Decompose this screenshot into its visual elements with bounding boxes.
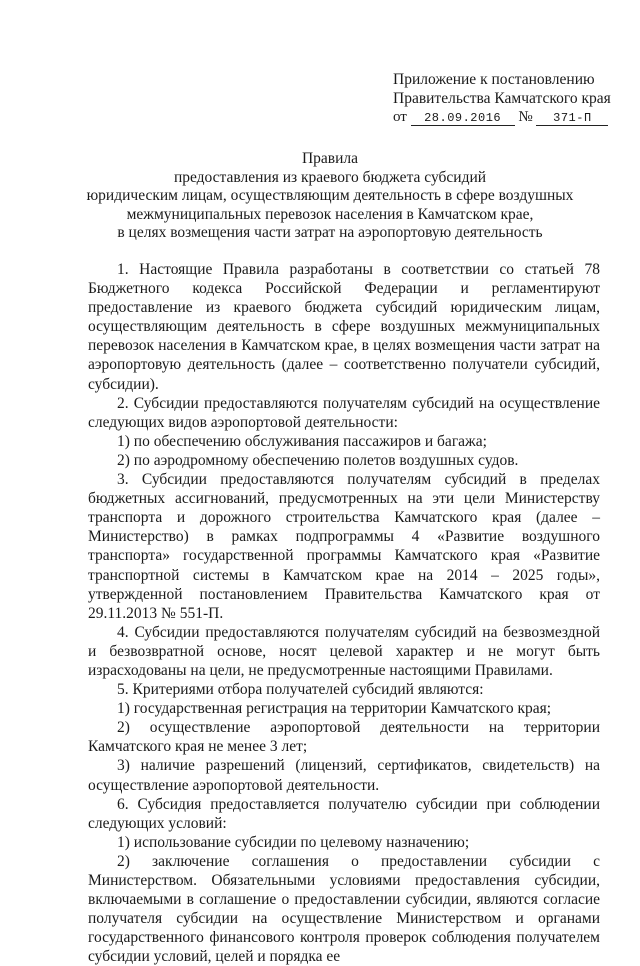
- document-title: [60, 150, 600, 243]
- approval-line-1: Приложение к постановлению: [393, 71, 595, 88]
- from-label: от: [393, 109, 407, 125]
- approval-date-number-line: [393, 108, 613, 127]
- paragraph: 1) использование субсидии по целевому назначению;: [117, 833, 470, 851]
- approval-line-2: Правительства Камчатского края: [393, 90, 611, 107]
- paragraph: 2) по аэродромному обеспечению полетов воздушных судов.: [117, 451, 519, 469]
- paragraph: 1. Настоящие Правила разработаны в соответствии со статьей 78 Бюджетного кодекса Российской Федерации и регламентируют предоставление из краевого бюджета субсидий юридическим лицам, осуществляющим деятельность в сфере воздушных межмуниципальных перевозок населения в Камчатском крае, в целях возмещения части затрат на аэропортовую деятельность (далее – соответственно получатели субсидий, субсидии).: [88, 261, 600, 393]
- paragraph: 5. Критериями отбора получателей субсидий являются:: [117, 681, 484, 699]
- paragraph: 2) осуществление аэропортовой деятельности на территории Камчатского края не менее 3 лет;: [88, 719, 600, 756]
- number-label: №: [518, 109, 533, 125]
- title-line-3: межмуниципальных перевозок населения в Камчатском крае,: [126, 205, 534, 223]
- paragraph: 3) наличие разрешений (лицензий, сертификатов, свидетельств) на осуществление аэропортовой деятельности.: [88, 757, 600, 794]
- approval-number: 371-П: [536, 112, 608, 126]
- approval-stamp: [393, 70, 613, 127]
- paragraph: 1) по обеспечению обслуживания пассажиров и багажа;: [117, 432, 487, 450]
- title-line-4: в целях возмещения части затрат на аэропортовую деятельность: [117, 224, 543, 242]
- paragraph: 2. Субсидии предоставляются получателям субсидий на осуществление следующих видов аэропортовой деятельности:: [88, 394, 600, 431]
- paragraph: 2) заключение соглашения о предоставлении субсидии с Министерством. Обязательными условиями предоставления субсидии, включаемыми в соглашение о предоставлении субсидии, являются согласие получателя субсидии на осуществление Министерством и органами государственного финансового контроля проверок соблюдения получателем субсидии условий, целей и порядка ее: [88, 852, 600, 966]
- paragraph: 3. Субсидии предоставляются получателям субсидий в пределах бюджетных ассигнований, предусмотренных на эти цели Министерству транспорта и дорожного строительства Камчатского края (далее – Министерство) в рамках подпрограммы 4 «Развитие воздушного транспорта» государственной программы Камчатского края «Развитие транспортной системы в Камчатском крае на 2014 – 2025 годы», утвержденной постановлением Правительства Камчатского края от 29.11.2013 № 551-П.: [88, 471, 600, 622]
- title-line-1: предоставления из краевого бюджета субсидий: [173, 168, 487, 186]
- paragraph: 6. Субсидия предоставляется получателю субсидии при соблюдении следующих условий:: [88, 795, 600, 832]
- title-heading: Правила: [301, 150, 359, 167]
- paragraph: 4. Субсидии предоставляются получателям субсидий на безвозмездной и безвозвратной основе, носят целевой характер и не могут быть израсходованы на цели, не предусмотренные настоящими Правилами.: [88, 623, 600, 679]
- document-body: [88, 260, 600, 966]
- title-line-2: юридическим лицам, осуществляющим деятельность в сфере воздушных: [86, 187, 574, 205]
- paragraph: 1) государственная регистрация на территории Камчатского края;: [117, 700, 552, 718]
- approval-date: 28.09.2016: [411, 112, 515, 126]
